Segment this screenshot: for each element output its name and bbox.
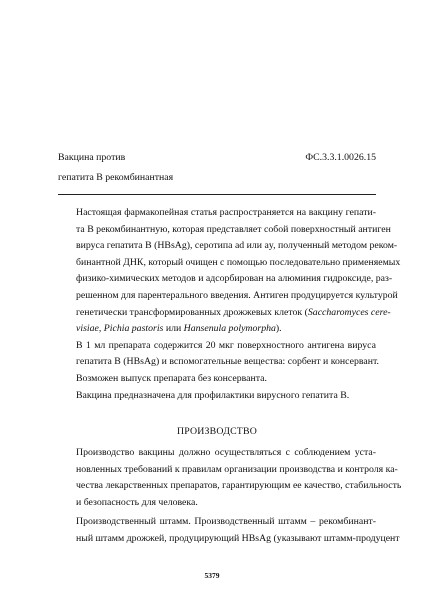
- text-line: та В рекомбинантную, которая представляет собой поверхностный антиген: [76, 223, 391, 235]
- text-line: чества лекарственных препаратов, гарантирующим ее качество, стабильность: [76, 480, 402, 492]
- text-line-species-end: [58, 321, 376, 338]
- species-name-3: Hansenula polymorpha: [183, 323, 276, 335]
- text-line: физико-химических методов и адсорбирован на алюминия гидроксиде, раз-: [76, 273, 393, 285]
- text-line-species: [58, 305, 391, 322]
- text-line: ный штамм дрожжей, продуцирующий HBsAg (указывают штамм-продуцент: [76, 532, 400, 544]
- conjunction: или: [163, 323, 184, 335]
- intro-section: [58, 205, 401, 404]
- text-line: В 1 мл препарата содержится 20 мкг поверхностного антигена вируса: [76, 339, 376, 351]
- production-paragraph-2: [58, 514, 400, 547]
- text-line: решенном для парентерального введения. Антиген продуцируется культурой: [76, 289, 398, 301]
- text-fragment: генетически трансформированных дрожжевых клеток (: [76, 306, 308, 318]
- text-line: Производственный штамм. Производственный штамм – рекомбинант-: [76, 516, 376, 528]
- text-line: бинантной ДНК, который очищен с помощью последовательно применяемых: [76, 256, 401, 268]
- intro-paragraph-2: [58, 338, 379, 388]
- text-line: гепатита В (HBsAg) и вспомогательные вещества: сорбент и консервант.: [76, 356, 379, 368]
- text-line: вируса гепатита В (HBsAg), серотипа ad или ay, полученный методом реком-: [76, 240, 398, 252]
- header-divider: [58, 194, 376, 195]
- page-number: 5379: [204, 571, 220, 580]
- title-line-2: гепатита В рекомбинантная: [58, 172, 174, 183]
- title-line-1: Вакцина против: [58, 152, 126, 163]
- intro-paragraph-3: [58, 388, 376, 405]
- text-line: Производство вакцины должно осуществляться с соблюдением уста-: [76, 447, 376, 458]
- text-line: Настоящая фармакопейная статья распространяется на вакцину гепати-: [76, 207, 376, 218]
- text-line: и безопасность для человека.: [76, 496, 198, 508]
- species-name-1: Saccharomyces cere-: [307, 306, 391, 318]
- separator: ,: [98, 323, 104, 335]
- monograph-code: ФС.3.3.1.0026.15: [305, 152, 376, 163]
- species-name-1-end: visiae: [76, 323, 99, 335]
- species-name-2: Pichia pastoris: [103, 323, 164, 335]
- section-heading-production: ПРОИЗВОДСТВО: [176, 426, 258, 437]
- production-paragraph-1: [58, 445, 402, 511]
- text-line: Вакцина предназначена для профилактики вирусного гепатита В.: [76, 389, 350, 401]
- intro-paragraph-1: [58, 205, 401, 338]
- text-line: новленных требований к правилам организации производства и контроля ка-: [76, 463, 398, 475]
- text-line: Возможен выпуск препарата без консерванта.: [76, 372, 267, 384]
- monograph-title: [58, 148, 258, 188]
- production-section: [58, 445, 402, 548]
- closing-paren: ).: [275, 323, 282, 335]
